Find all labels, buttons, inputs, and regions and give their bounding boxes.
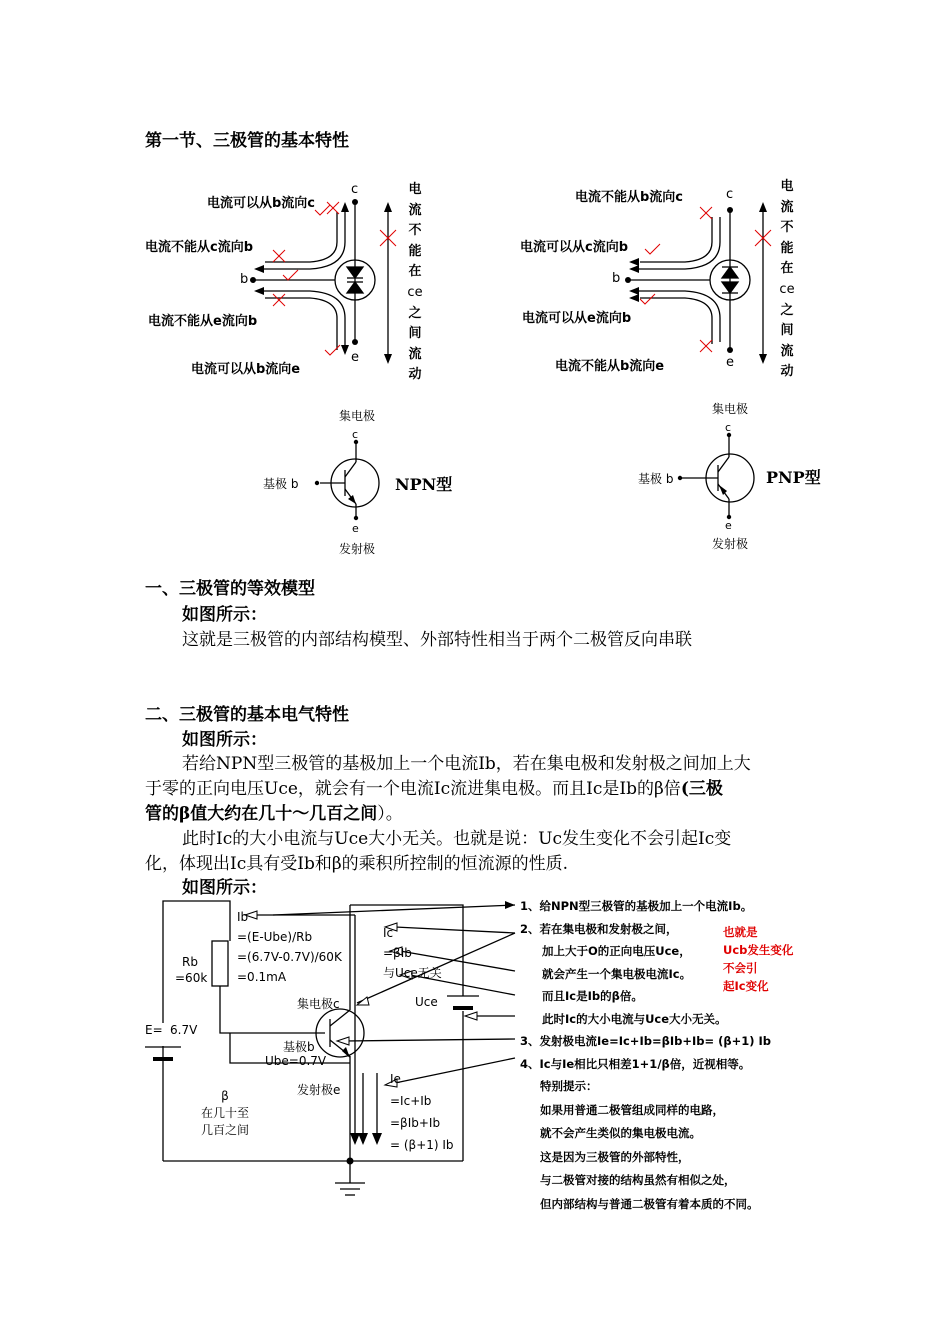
pnp-flow-label-4: 电流不能从b流向e xyxy=(555,359,665,374)
sec2-p2-line2: 化，体现出Ic具有受Ib和β的乘积所控制的恒流源的性质. xyxy=(145,854,569,874)
pnp-flow-label-2: 电流可以从c流向b xyxy=(520,240,629,255)
red-note: 也就是 Ucb发生变化 不会引 起Ic变化 xyxy=(723,925,794,993)
npn-e-pin: e xyxy=(352,522,359,535)
sec2-p2-line1: 此时Ic的大小电流与Uce大小无关。也就是说：Uc发生变化不会引起Ic变 xyxy=(182,829,732,849)
npn-vertical-note: 电 流 不 能 在 ce 之 间 流 动 xyxy=(407,182,423,383)
circuit-diagram xyxy=(145,893,815,1211)
sec2-sub: 如图所示： xyxy=(182,730,267,750)
npn-flow-label-1: 电流可以从b流向c xyxy=(207,196,316,211)
e-value: 6.7V xyxy=(170,1023,198,1037)
sec2-title: 二、三极管的基本电气特性 xyxy=(145,705,349,725)
pnp-collector-label: 集电极 xyxy=(712,402,749,416)
beta-note: β 在几十至 几百之间 xyxy=(200,1089,249,1137)
sec2-p1-line3: 管的β值大约在几十～几百之间）。 xyxy=(145,804,403,824)
npn-flow-diagram xyxy=(140,172,440,392)
npn-e-label: e xyxy=(351,350,359,365)
npn-c-label: c xyxy=(351,182,359,197)
special-note: 特别提示： 如果用普通二极管组成同样的电路， 就不会产生类似的集电极电流。 这是因为三极管的外部特性， 与二极管对接的结构虽然有相似之处， 但内部结构与普通二极管有着本质的不同。 xyxy=(540,1079,759,1211)
emitter-label: 发射极e xyxy=(297,1083,341,1097)
section-title: 第一节、三极管的基本特性 xyxy=(145,131,349,151)
npn-symbol xyxy=(255,400,465,565)
npn-collector-label: 集电极 xyxy=(339,409,376,423)
pnp-c-label: c xyxy=(726,187,734,202)
rb-value: =60k xyxy=(175,971,208,985)
npn-base-label: 基极 b xyxy=(263,477,299,491)
npn-flow-label-4: 电流可以从b流向e xyxy=(191,362,301,377)
pnp-e-label: e xyxy=(726,355,734,370)
pnp-type-label: PNP型 xyxy=(766,468,821,487)
sec1-sub: 如图所示： xyxy=(182,605,267,625)
ube-label: Ube=0.7V xyxy=(265,1054,327,1068)
npn-c-pin: c xyxy=(352,428,359,441)
ie-formula: Ie =Ic+Ib =βIb+Ib = (β+1) Ib xyxy=(390,1072,454,1152)
uce-label: Uce xyxy=(415,995,438,1009)
pnp-flow-label-1: 电流不能从b流向c xyxy=(575,190,684,205)
base-label: 基极b xyxy=(283,1040,315,1054)
pnp-vertical-note: 电 流 不 能 在 ce 之 间 流 动 xyxy=(779,179,795,380)
pnp-flow-diagram xyxy=(515,172,815,392)
sec1-title: 一、三极管的等效模型 xyxy=(145,579,315,599)
circuit-notes: 1、给NPN型三极管的基极加上一个电流Ib。 2、若在集电极和发射极之间， 加上大于O的正向电压Uce， 就会产生一个集电极电流Ic。 而且Ic是Ib的β倍。 此时Ic的大小电流与Uce大小无关。 3、发射极电流Ie=Ic+Ib=βIb+Ib= (β+1) Ib 4、Ic与Ie相比只相差1+1/β倍，近视相等。 xyxy=(520,899,772,1071)
sec2-p1-line2: 于零的正向电压Uce，就会有一个电流Ic流进集电极。而且Ic是Ib的β倍(三极 xyxy=(145,779,723,799)
pnp-symbol xyxy=(630,395,840,560)
ib-formula: Ib =(E-Ube)/Rb =(6.7V-0.7V)/60K =0.1mA xyxy=(237,910,342,984)
npn-emitter-label: 发射极 xyxy=(339,542,376,556)
ic-formula: Ic =βIb 与Uce无关 xyxy=(383,926,442,980)
collector-label: 集电极c xyxy=(297,997,340,1011)
pnp-base-label: 基极 b xyxy=(638,472,674,486)
pnp-emitter-label: 发射极 xyxy=(712,537,749,551)
npn-flow-label-3: 电流不能从e流向b xyxy=(148,314,258,329)
rb-label: Rb xyxy=(182,955,198,969)
sec2-p1-line1: 若给NPN型三极管的基极加上一个电流Ib，若在集电极和发射极之间加上大 xyxy=(182,754,751,774)
npn-type-label: NPN型 xyxy=(395,475,453,494)
npn-b-label: b xyxy=(240,272,249,287)
pnp-c-pin: c xyxy=(725,421,732,434)
npn-flow-label-2: 电流不能从c流向b xyxy=(145,240,254,255)
e-label: E= xyxy=(145,1023,163,1037)
sec2-sub2: 如图所示： xyxy=(182,878,267,898)
pnp-e-pin: e xyxy=(725,519,732,532)
pnp-b-label: b xyxy=(612,271,621,286)
sec1-text: 这就是三极管的内部结构模型、外部特性相当于两个二极管反向串联 xyxy=(182,630,692,650)
pnp-flow-label-3: 电流可以从e流向b xyxy=(522,311,632,326)
